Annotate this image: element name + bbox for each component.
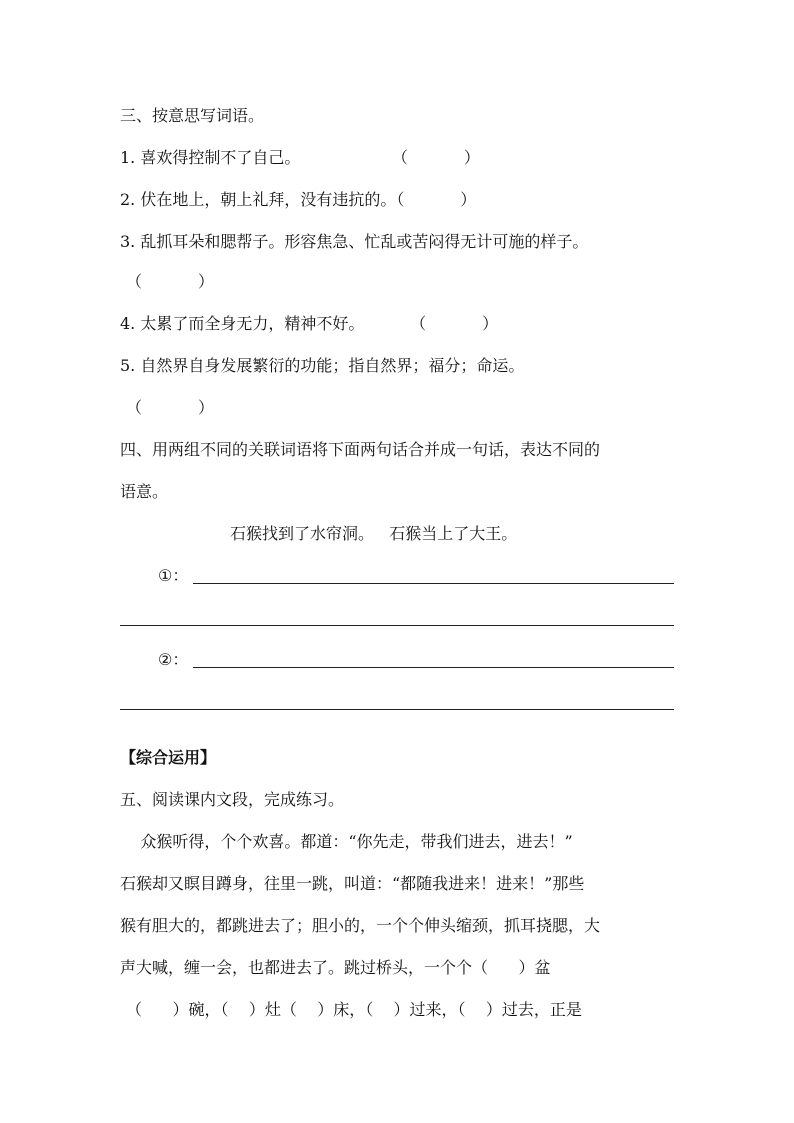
passage-line-2: 石猴却又瞑目蹲身，往里一跳，叫道：“都随我进来！进来！”那些	[120, 874, 585, 893]
passage-line-3: 猴有胆大的，都跳进去了；胆小的，一个个伸头缩颈，抓耳挠腮，大	[120, 916, 601, 935]
answer-1-line[interactable]	[193, 583, 674, 584]
section-3-item-1: 1. 喜欢得控制不了自己。 （ ）	[120, 148, 480, 167]
passage-line-4: 声大喊，缠一会，也都进去了。跳过桥头，一个个（ ）盆	[120, 958, 551, 977]
section-3-item-5: 5. 自然界自身发展繁衍的功能；指自然界；福分；命运。	[120, 356, 525, 375]
section-4-sentences: 石猴找到了水帘洞。 石猴当上了大王。	[230, 524, 518, 543]
section-3-heading: 三、按意思写词语。	[120, 106, 265, 125]
answer-2-line-2[interactable]	[120, 709, 674, 710]
passage-line-5: （ ）碗，（ ）灶（ ）床，（ ）过来，（ ）过去，正是	[126, 1000, 582, 1019]
section-3-item-4: 4. 太累了而全身无力，精神不好。 （ ）	[120, 314, 499, 333]
section-4-heading: 四、用两组不同的关联词语将下面两句话合并成一句话，表达不同的	[120, 440, 601, 459]
answer-1-label: ①：	[158, 566, 189, 585]
passage-line-1: 众猴听得，个个欢喜。都道：“你先走，带我们进去，进去！”	[120, 832, 573, 851]
section-3-item-2: 2. 伏在地上，朝上礼拜，没有违抗的。（ ）	[120, 190, 477, 209]
section-3-item-3-answer: （ ）	[126, 272, 214, 291]
section-3-item-5-answer: （ ）	[126, 398, 214, 417]
answer-1-line-2[interactable]	[120, 625, 674, 626]
section-3-item-3: 3. 乱抓耳朵和腮帮子。形容焦急、忙乱或苦闷得无计可施的样子。	[120, 232, 589, 251]
section-5-heading: 五、阅读课内文段，完成练习。	[120, 790, 345, 809]
answer-2-line[interactable]	[193, 667, 674, 668]
answer-2-label: ②：	[158, 650, 189, 669]
section-4-heading-cont: 语意。	[120, 482, 169, 501]
section-bracket-heading: 【综合运用】	[120, 748, 217, 767]
